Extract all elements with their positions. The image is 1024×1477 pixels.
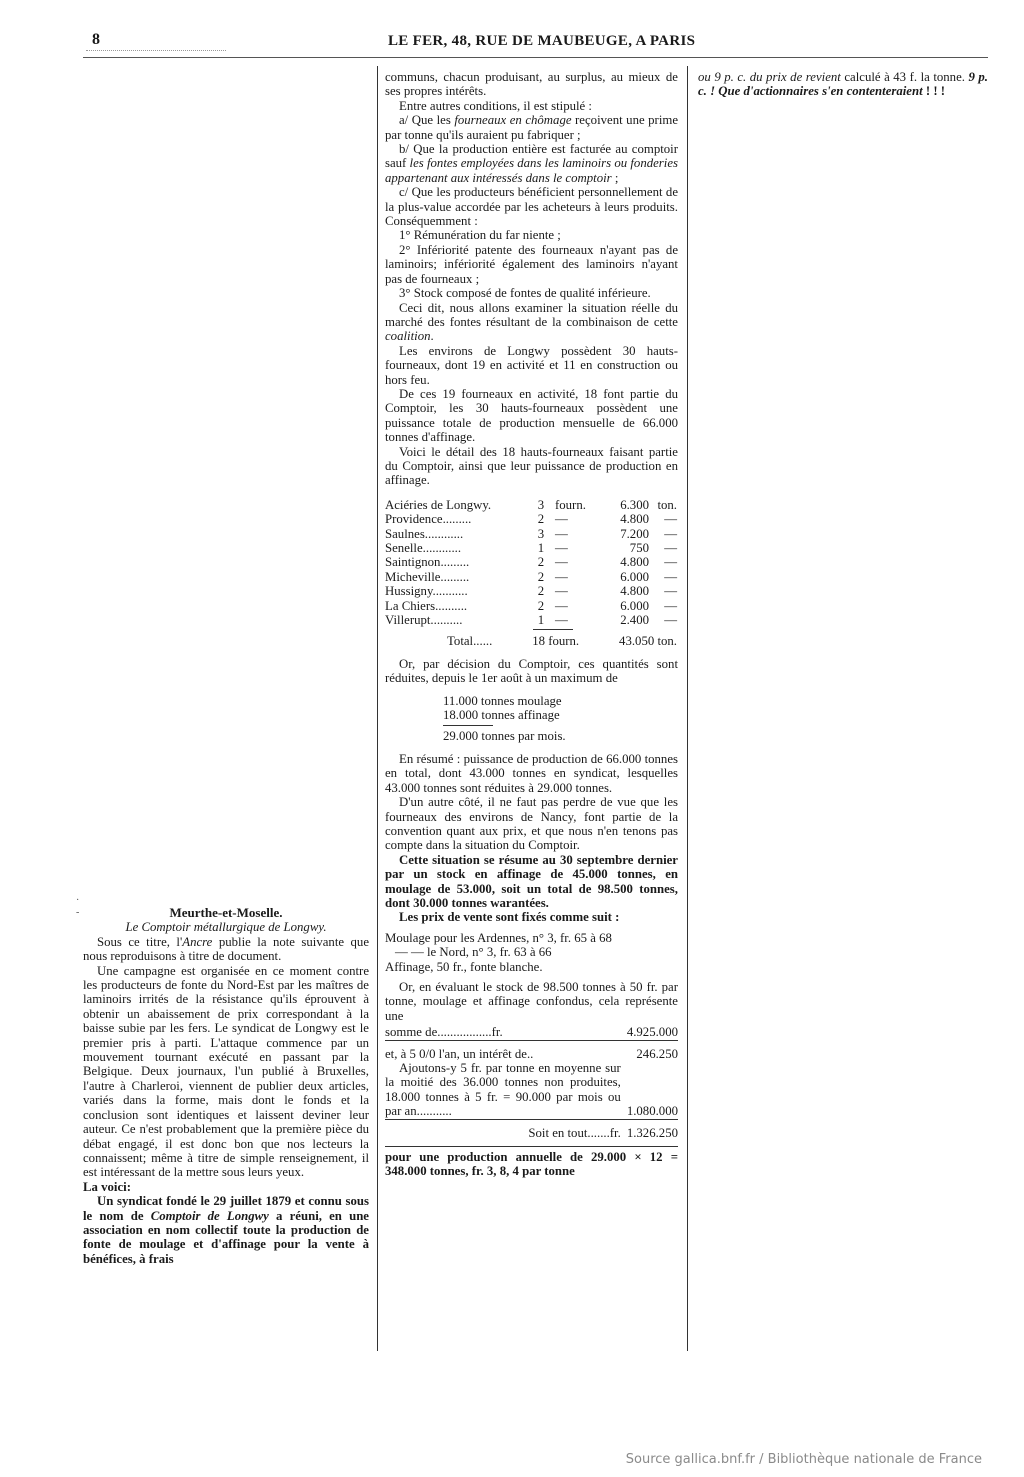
fin-row-sum: [385, 1025, 678, 1040]
furnace-row: [385, 613, 677, 627]
resume-paragraph: En résumé : puissance de production de 66.000 tonnes en total, dont 43.000 tonnes en syndicat, lesquelles 43.000 tonnes sont réduites à 29.000 tonnes.: [385, 751, 678, 795]
furnace-count: 1: [537, 541, 545, 555]
source-credit: Source gallica.bnf.fr / Bibliothèque nationale de France: [625, 1452, 982, 1467]
stock-paragraph: Cette situation se résume au 30 septembre dernier par un stock en affinage de 45.000 tonnes, en moulage de 53.000, soit un total de 98.500 tonnes, dont 30.000 tonnes warantées.: [385, 852, 678, 910]
fin-label: Ajoutons-y 5 fr. par tonne en moyenne sur la moitié des 36.000 tonnes non produites, 18.000 tonnes à 5 fr. = 90.000 par mois ou par an...........: [385, 1061, 621, 1119]
furnace-unit-label: —: [555, 569, 568, 584]
total-count: 18 fourn.: [532, 634, 580, 649]
furnace-ton-unit: —: [664, 598, 677, 613]
maximum-block: [443, 694, 678, 744]
furnace-name: Hussigny...........: [385, 584, 468, 599]
syndicate-paragraph: Un syndicat fondé le 29 juillet 1879 et connu sous le nom de Comptoir de Longwy a réuni, en une association en nom collectif toute la production de fonte de moulage et d'affinage pour la vente à bénéfices, à frais: [83, 1194, 369, 1266]
furnace-unit-label: —: [555, 555, 568, 570]
furnace-tons: 4.800: [620, 555, 649, 570]
fin-label: et, à 5 0/0 l'an, un intérêt de..: [385, 1040, 627, 1061]
fin-row-total: [385, 1119, 678, 1140]
furnace-name: Saintignon.........: [385, 555, 470, 570]
page-number: 8: [92, 31, 100, 48]
total-label: Total......: [447, 634, 493, 649]
furnace-unit-label: —: [555, 526, 568, 541]
furnace-count: 2: [537, 598, 545, 613]
conditions-intro: Entre autres conditions, il est stipulé :: [399, 98, 592, 113]
furnace-row: [385, 584, 677, 598]
fin-total-amount: 1.326.250: [627, 1119, 678, 1140]
nancy-paragraph: D'un autre côté, il ne faut pas perdre de vue que les fourneaux des environs de Nancy, font partie de la convention quant aux prix, et que nous n'en tenons pas compte dans la situation du Comptoir.: [385, 795, 678, 853]
annual-production: pour une production annuelle de 29.000 × 12 = 348.000 tonnes, fr. 3, 8, 4 par tonne: [385, 1146, 678, 1179]
furnace-tons: 7.200: [620, 526, 649, 541]
price-nord: — — le Nord, n° 3, fr. 63 à 66: [395, 945, 552, 960]
continued-paragraph: communs, chacun produisant, au surplus, au mieux de ses propres intérêts.: [385, 70, 678, 99]
section-subtitle: Le Comptoir métallurgique de Longwy.: [125, 920, 327, 935]
furnace-name: Providence.........: [385, 512, 472, 527]
furnace-unit-label: —: [555, 598, 568, 613]
fin-amount: 1.080.000: [626, 1104, 678, 1119]
furnace-unit-label: —: [555, 613, 568, 628]
finance-table: [385, 1025, 678, 1140]
furnace-ton-unit: —: [664, 584, 677, 599]
fin-label: somme de.................fr.: [385, 1025, 503, 1040]
furnace-row: [385, 498, 677, 512]
furnace-ton-unit: —: [664, 555, 677, 570]
furnace-count: 2: [537, 569, 545, 584]
right-column: [698, 70, 988, 99]
intro-paragraph: Sous ce titre, l'Ancre publie la note suivante que nous reproduisons à titre de document.: [83, 934, 369, 964]
furnace-ton-unit: —: [664, 526, 677, 541]
max-total: 29.000 tonnes par mois.: [443, 729, 566, 744]
middle-column: [385, 70, 678, 1179]
furnace-name: La Chiers..........: [385, 598, 468, 613]
furnace-tons: 2.400: [620, 613, 649, 628]
left-column: [83, 906, 369, 1266]
furnace-unit-label: —: [555, 512, 568, 527]
furnace-row: [385, 512, 677, 526]
furnace-ton-unit: —: [664, 541, 677, 555]
fin-amount: 4.925.000: [626, 1025, 678, 1040]
fin-amount: 246.250: [627, 1040, 678, 1061]
furnace-name: Aciéries de Longwy.: [385, 497, 492, 512]
examine-paragraph: Ceci dit, nous allons examiner la situation réelle du marché des fontes résultant de la combinaison de cette coalition.: [385, 300, 678, 344]
header-leader-line: [86, 50, 226, 51]
condition-a: a/ Que les fourneaux en chômage reçoivent une prime par tonne qu'ils auraient pu fabriquer ;: [385, 113, 679, 142]
consequence-1: 1° Rémunération du far niente ;: [399, 228, 561, 243]
total-rule: [533, 629, 573, 630]
furnace-tons: 4.800: [620, 584, 649, 599]
furnace-unit-label: —: [555, 584, 568, 599]
fin-total-label: Soit en tout.......fr.: [385, 1119, 627, 1140]
return-paragraph: ou 9 p. c. du prix de revient calculé à 43 f. la tonne. 9 p. c. ! Que d'actionnaires s'en contenteraient ! ! !: [698, 70, 988, 99]
max-affinage: 18.000 tonnes affinage: [443, 708, 560, 723]
fin-row-add: [385, 1061, 678, 1119]
furnace-tons: 6.000: [620, 598, 649, 613]
furnace-ton-unit: —: [664, 613, 677, 628]
furnace-unit-label: fourn.: [555, 497, 586, 512]
total-tons: 43.050 ton.: [619, 634, 677, 649]
furnace-total: [447, 634, 677, 648]
furnace-row: [385, 527, 677, 541]
campaign-paragraph: Une campagne est organisée en ce moment contre les producteurs de fonte du Nord-Est par les maîtres de laminoirs irrités de la résistance qu'ils éprouvent à obtenir un abaissement de prix correspondant à la baisse subie par les fers. Le syndicat de Longwy est le premier pris à parti. L'attaque commence par un mouvement tournant exécuté en passant par la Belgique. Deux journaux, l'un publié à Bruxelles, l'autre à Charleroi, viennent de publier deux articles, variés dans la forme, mais dont le fonds et la conclusion sont identiques et laissent deviner leur auteur. Ce n'est probablement que la première pièce du débat engagé, il est donc bon que nos lecteurs la connaissent; même à titre de simple renseignement, il est intéressant de la mettre sous leurs yeux.: [83, 963, 369, 1180]
max-rule: [443, 725, 493, 726]
condition-b: b/ Que la production entière est facturée au comptoir sauf les fontes employées dans les laminoirs ou fonderies appartenant aux intéressés dans le comptoir ;: [385, 142, 678, 185]
max-moulage: 11.000 tonnes moulage: [443, 693, 562, 708]
stock-value-paragraph: Or, en évaluant le stock de 98.500 tonnes à 50 fr. par tonne, moulage et affinage confondus, cela représente une: [385, 979, 678, 1023]
furnace-count: 2: [537, 512, 545, 527]
furnace-unit-label: —: [555, 541, 568, 555]
furnace-count: 2: [537, 555, 545, 570]
furnace-ton-unit: ton.: [657, 497, 677, 512]
furnace-tons: 6.000: [620, 569, 649, 584]
environs-paragraph: Les environs de Longwy possèdent 30 hauts-fourneaux, dont 19 en activité et 11 en construction ou hors feu.: [385, 343, 678, 387]
prices-intro: Les prix de vente sont fixés comme suit :: [399, 910, 620, 925]
column-rule-right: [687, 66, 688, 1351]
furnace-row: [385, 599, 677, 613]
section-title: Meurthe-et-Moselle.: [169, 905, 283, 920]
furnace-count: 1: [537, 613, 545, 628]
header-rule: [83, 57, 988, 58]
price-ardennes: Moulage pour les Ardennes, n° 3, fr. 65 à 68: [385, 930, 612, 945]
furnace-table: [385, 498, 677, 628]
fin-row-interest: [385, 1040, 678, 1061]
furnace-count: 3: [537, 497, 545, 512]
running-header: LE FER, 48, RUE DE MAUBEUGE, A PARIS: [388, 33, 696, 49]
furnace-name: Saulnes............: [385, 526, 464, 541]
furnace-name: Villerupt..........: [385, 613, 463, 628]
furnace-count: 3: [537, 526, 545, 541]
condition-c: c/ Que les producteurs bénéficient personnellement de la plus-value accordée par les acheteurs à leurs produits. Conséquemment :: [385, 185, 678, 229]
price-affinage: Affinage, 50 fr., fonte blanche.: [385, 959, 543, 974]
column-rule-left: [377, 66, 378, 1351]
margin-marks: · -: [76, 895, 80, 918]
furnace-ton-unit: —: [664, 512, 677, 527]
furnace-count: 2: [537, 584, 545, 599]
la-voici: La voici:: [83, 1179, 131, 1194]
consequence-2: 2° Infériorité patente des fourneaux n'ayant pas de laminoirs; infériorité également des laminoirs n'ayant pas de fourneaux ;: [385, 242, 678, 286]
furnace-tons: 6.300: [620, 497, 649, 512]
activity-paragraph: De ces 19 fourneaux en activité, 18 font partie du Comptoir, les 30 hauts-fourneaux possèdent une puissance totale de production mensuelle de 66.000 tonnes d'affinage.: [385, 386, 678, 445]
furnace-tons: 4.800: [620, 512, 649, 527]
furnace-name: Micheville.........: [385, 569, 470, 584]
furnace-row: [385, 570, 677, 584]
furnace-name: Senelle............: [385, 541, 462, 555]
furnace-tons: 750: [629, 541, 649, 555]
furnace-row: [385, 555, 677, 569]
furnace-ton-unit: —: [664, 569, 677, 584]
furnace-row: [385, 541, 677, 555]
price-list: [385, 931, 678, 974]
detail-paragraph: Voici le détail des 18 hauts-fourneaux faisant partie du Comptoir, ainsi que leur puissance de production en affinage.: [385, 444, 678, 488]
consequence-3: 3° Stock composé de fontes de qualité inférieure.: [399, 286, 651, 301]
reduction-paragraph: Or, par décision du Comptoir, ces quantités sont réduites, depuis le 1er août à un maximum de: [385, 656, 678, 686]
